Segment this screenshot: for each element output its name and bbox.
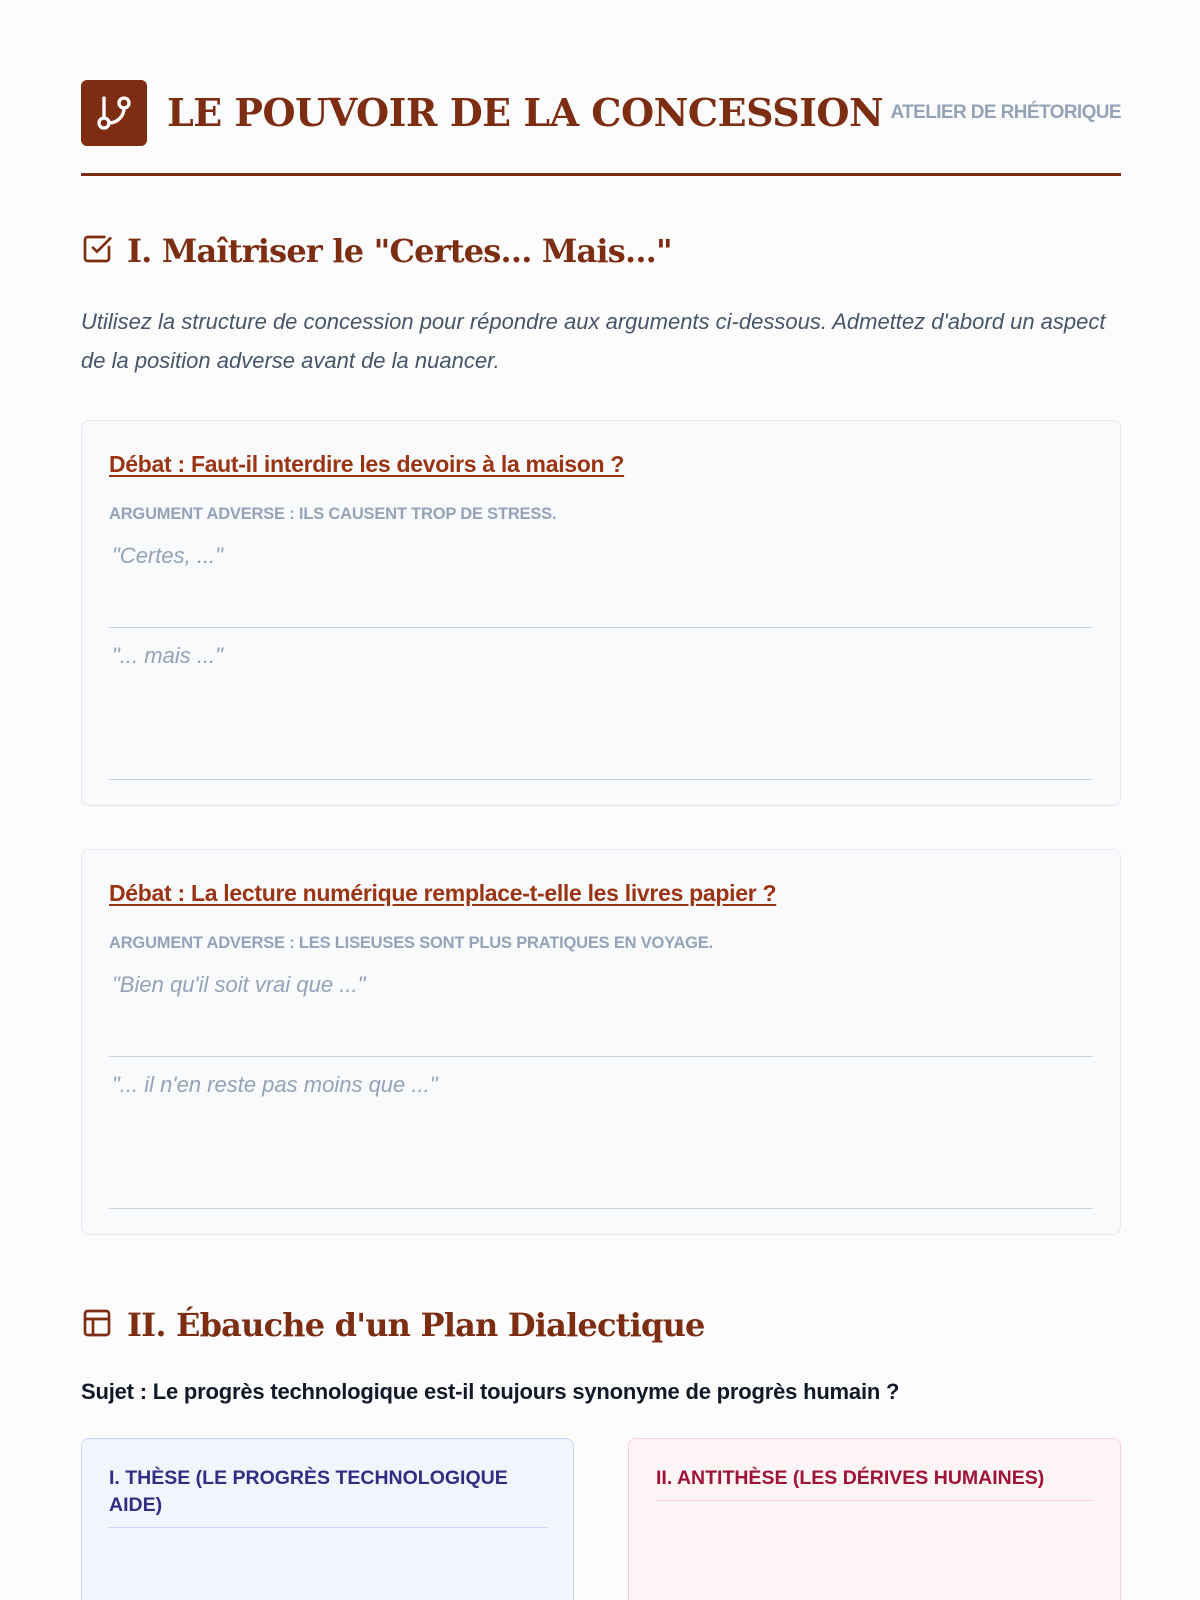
debate-title: Débat : La lecture numérique remplace-t-elle les livres papier ? — [109, 880, 777, 906]
section-2-heading — [81, 1306, 705, 1344]
counterargument-prompt: "... mais ..." — [112, 643, 223, 668]
counterargument-answer-field[interactable] — [109, 643, 1093, 780]
counterargument-answer-field[interactable] — [109, 1072, 1093, 1209]
antithese-column[interactable] — [628, 1438, 1121, 1600]
these-heading: I. THÈSE (LE PROGRÈS TECHNOLOGIQUE AIDE) — [109, 1465, 547, 1528]
page-header — [81, 80, 1121, 176]
opposing-argument: ARGUMENT ADVERSE : ILS CAUSENT TROP DE STRESS. — [109, 505, 557, 523]
debate-card — [81, 849, 1121, 1235]
concession-prompt: "Certes, ..." — [112, 543, 223, 568]
concession-answer-field[interactable] — [109, 543, 1093, 628]
section-1-heading — [81, 232, 672, 270]
checkbox-icon — [81, 233, 113, 270]
git-branch-icon — [81, 80, 147, 146]
layout-icon — [81, 1307, 113, 1344]
essay-topic: Sujet : Le progrès technologique est-il toujours synonyme de progrès humain ? — [81, 1379, 900, 1404]
section-2-title: II. Ébauche d'un Plan Dialectique — [127, 1306, 705, 1344]
counterargument-prompt: "... il n'en reste pas moins que ..." — [112, 1072, 438, 1097]
concession-answer-field[interactable] — [109, 972, 1093, 1057]
concession-prompt: "Bien qu'il soit vrai que ..." — [112, 972, 366, 997]
workshop-label: ATELIER DE RHÉTORIQUE — [890, 102, 1121, 123]
debate-card — [81, 420, 1121, 806]
section-1-instructions: Utilisez la structure de concession pour répondre aux arguments ci-dessous. Admettez d'abord un aspect de la position adverse avant de la nuancer. — [81, 309, 1106, 373]
debate-title: Débat : Faut-il interdire les devoirs à la maison ? — [109, 451, 625, 477]
section-1-title: I. Maîtriser le "Certes... Mais..." — [127, 232, 672, 270]
antithese-heading: II. ANTITHÈSE (LES DÉRIVES HUMAINES) — [656, 1465, 1094, 1501]
opposing-argument: ARGUMENT ADVERSE : LES LISEUSES SONT PLUS PRATIQUES EN VOYAGE. — [109, 934, 713, 952]
page-title: LE POUVOIR DE LA CONCESSION — [167, 90, 884, 135]
these-column[interactable] — [81, 1438, 574, 1600]
